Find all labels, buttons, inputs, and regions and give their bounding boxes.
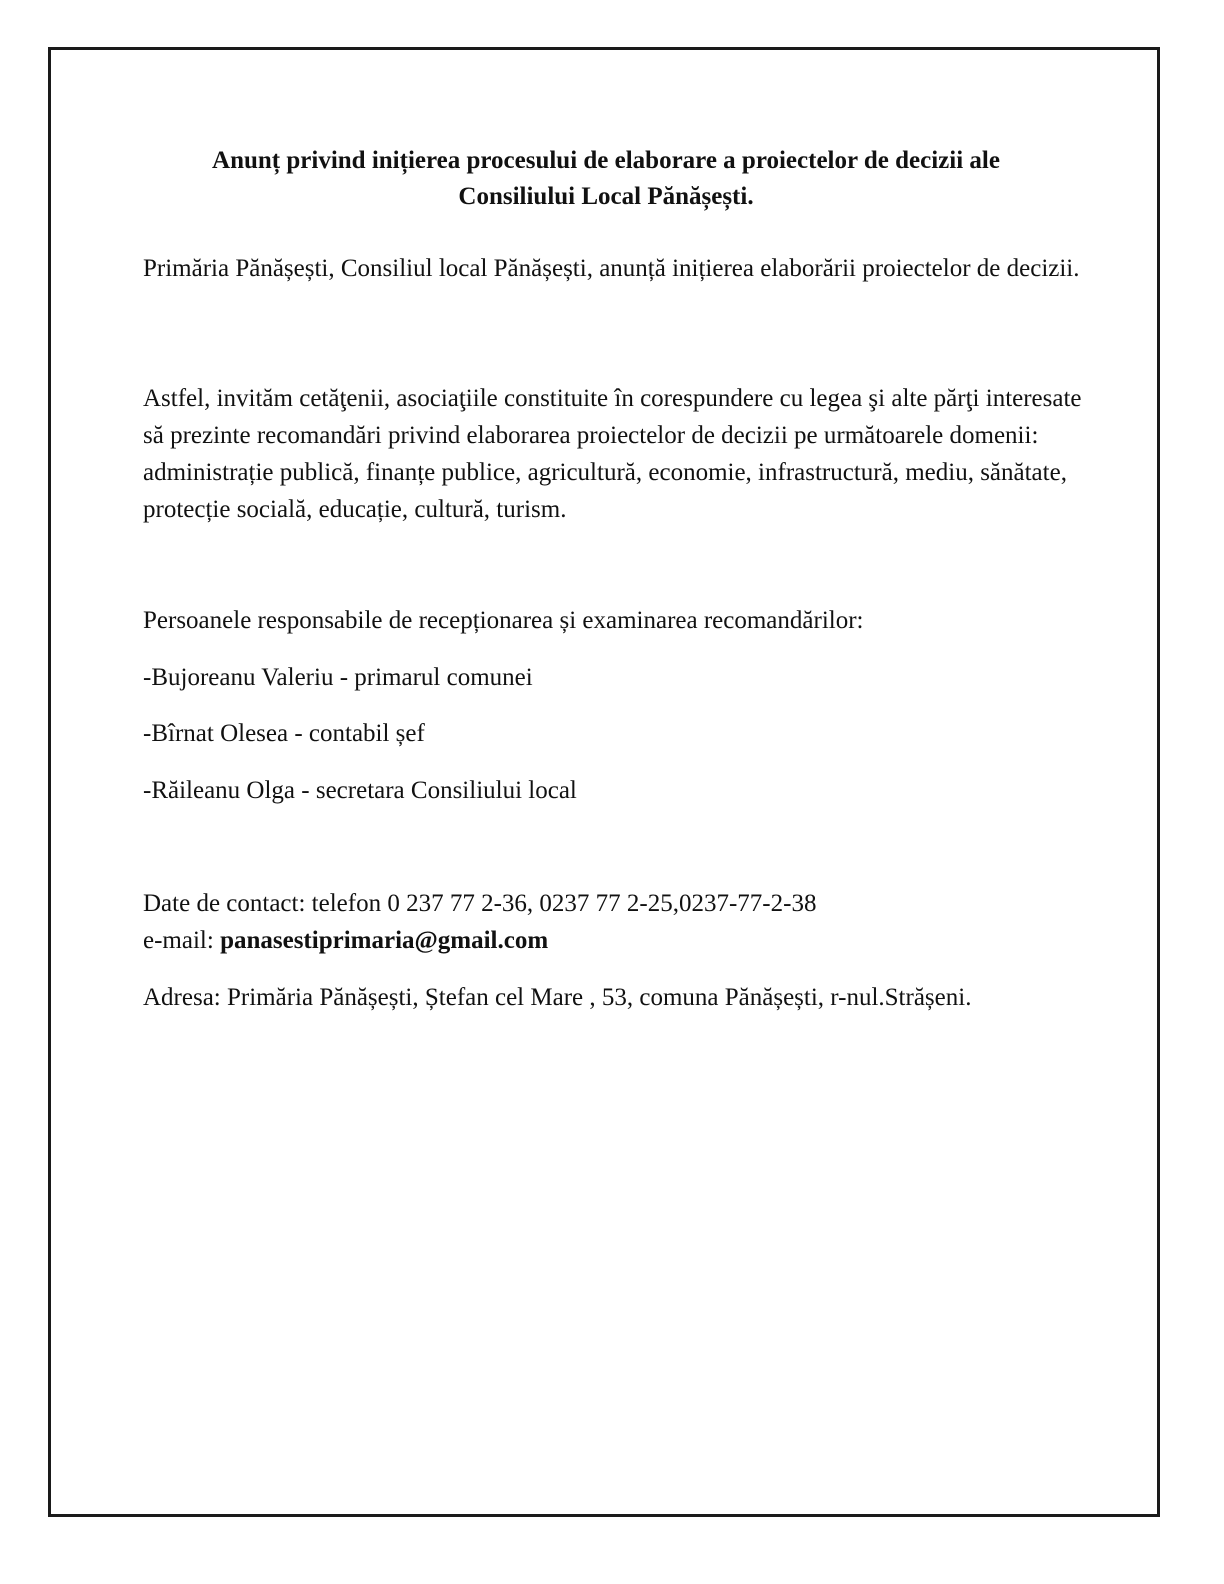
contact-phone: Date de contact: telefon 0 237 77 2-36, 0237 77 2-25,0237-77-2-38 — [143, 890, 817, 917]
responsible-person-3: -Răileanu Olga - secretara Consiliului local — [143, 777, 577, 804]
address-line: Adresa: Primăria Pănășești, Ștefan cel Mare , 53, comuna Pănășești, r-nul.Strășeni. — [143, 984, 972, 1011]
contact-email-line — [143, 922, 548, 959]
responsible-person-1: -Bujoreanu Valeriu - primarul comunei — [143, 664, 533, 691]
email-label: e-mail: — [143, 927, 221, 954]
invite-paragraph: Astfel, invităm cetăţenii, asociaţiile constituite în corespundere cu legea şi alte părţi interesate să prezinte recomandări privind elaborarea proiectelor de decizii pe următoarele domenii: administrație publică, finanțe publice, agricultură, economie, infrastructură, mediu, sănătate, protecție socială, educație, cultură, turism. — [143, 385, 1082, 523]
intro-paragraph: Primăria Pănășești, Consiliul local Pănășești, anunță inițierea elaborării proiectelor de decizii. — [143, 255, 1080, 282]
title-line-1: Anunț privind inițierea procesului de elaborare a proiectelor de decizii ale — [212, 147, 1000, 174]
title-line-2: Consiliului Local Pănășești. — [458, 183, 754, 210]
responsible-person-2: -Bîrnat Olesea - contabil șef — [143, 720, 425, 747]
responsible-heading: Persoanele responsabile de recepționarea și examinarea recomandărilor: — [143, 607, 864, 634]
email-link[interactable]: panasestiprimaria@gmail.com — [220, 927, 549, 954]
document-title — [100, 143, 1112, 215]
